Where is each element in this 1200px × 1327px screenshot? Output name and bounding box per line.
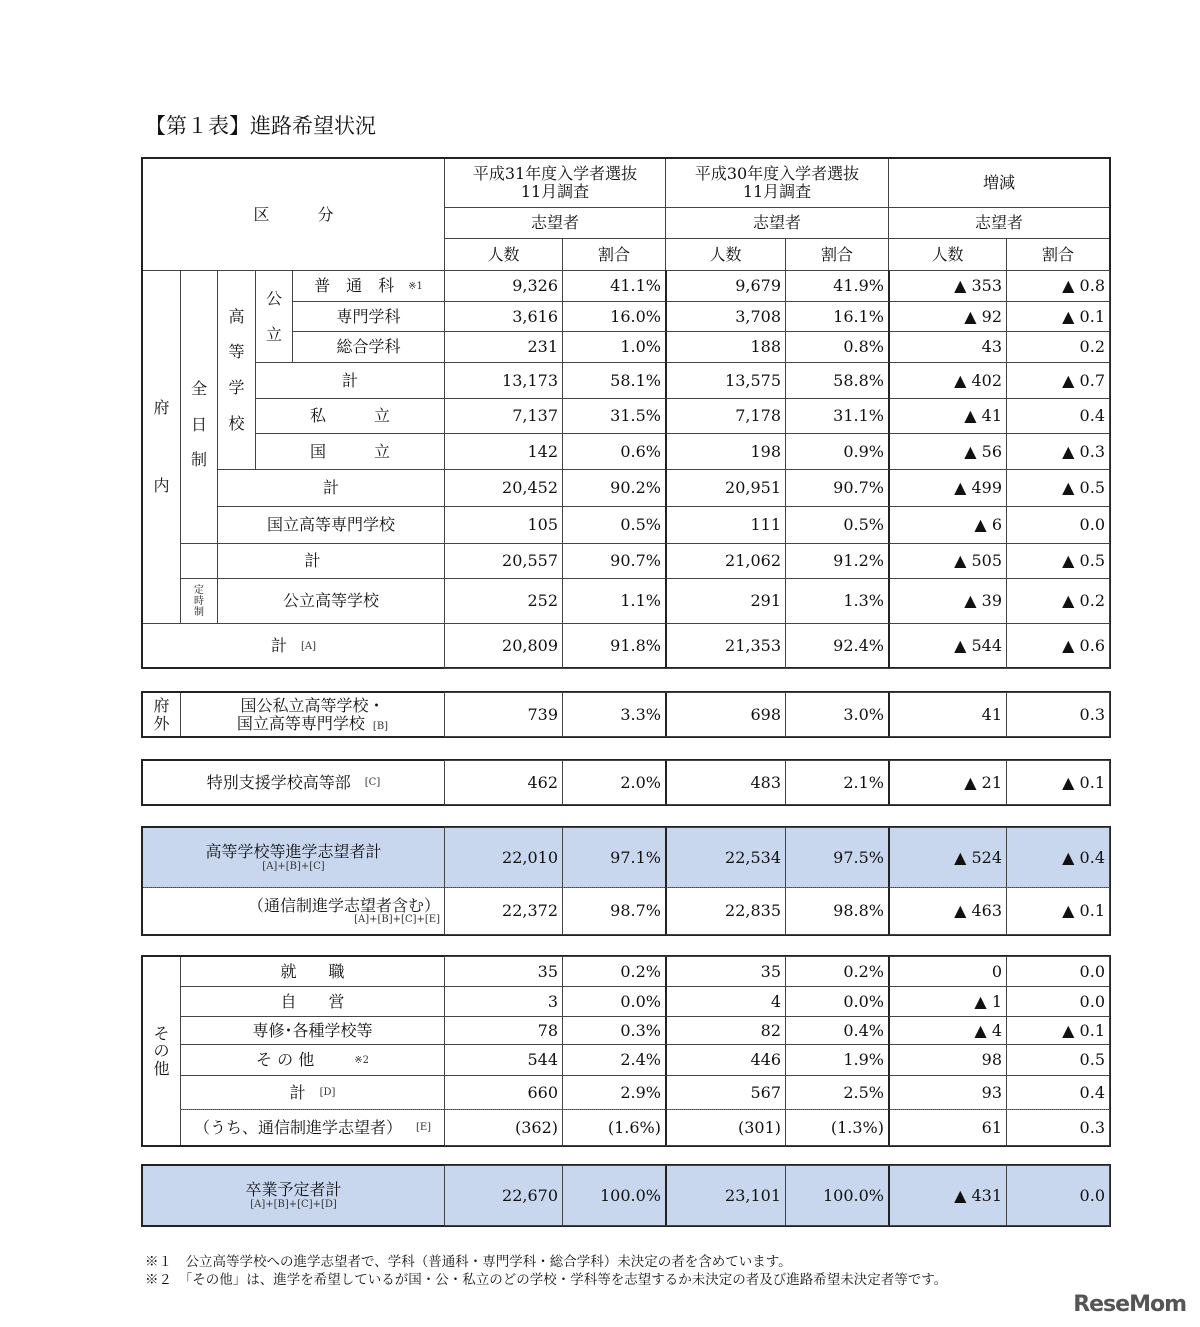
header-h30 xyxy=(665,158,889,208)
label-koritsu-2: 立 xyxy=(265,324,282,344)
value-cell: 90.7% xyxy=(785,469,889,507)
value-cell: 41 xyxy=(888,692,1007,737)
value-cell: 35 xyxy=(444,956,563,987)
label-shushoku: 就 職 xyxy=(180,956,445,987)
value-cell: 142 xyxy=(444,433,563,470)
value-cell: 0.8% xyxy=(785,331,889,363)
header-wariai-2: 割合 xyxy=(785,238,889,271)
label-uchi-text: （うち、通信制進学志望者） xyxy=(193,1117,402,1137)
label-kei-a-text: 計 xyxy=(270,636,287,656)
value-cell: ▲ 0.1 xyxy=(1006,1016,1110,1045)
label-kei-koto: 計 xyxy=(217,469,445,507)
label-fugai xyxy=(142,692,181,737)
label-fugai-2: 外 xyxy=(153,713,170,733)
value-cell: ▲ 92 xyxy=(888,301,1007,332)
header-shibosha-1: 志望者 xyxy=(444,207,666,239)
label-uchi xyxy=(180,1109,445,1146)
value-cell: 90.2% xyxy=(562,469,666,507)
label-koritsu-1: 公 xyxy=(265,288,282,308)
value-cell: 97.5% xyxy=(785,827,889,888)
value-cell: ▲ 0.7 xyxy=(1006,362,1110,399)
label-teiji-2: 時 xyxy=(194,595,204,607)
label-koritsu xyxy=(255,270,293,363)
mark-d: [D] xyxy=(319,1087,336,1098)
value-cell: 1.0% xyxy=(562,331,666,363)
value-cell: (1.3%) xyxy=(785,1109,889,1146)
label-fugai-line1: 国公私立高等学校・ xyxy=(240,695,385,715)
value-cell: 16.0% xyxy=(562,301,666,332)
value-cell: 41.9% xyxy=(785,270,889,302)
label-koto xyxy=(217,270,256,470)
value-cell: ▲ 544 xyxy=(888,623,1007,669)
header-ninzu-3: 人数 xyxy=(888,238,1007,271)
value-cell: 188 xyxy=(665,331,786,363)
value-cell: ▲ 0.8 xyxy=(1006,270,1110,302)
value-cell: 0.5% xyxy=(785,506,889,544)
table-title: 【第１表】進路希望状況 xyxy=(145,114,376,138)
value-cell: 23,101 xyxy=(665,1165,786,1226)
label-senmon: 専門学科 xyxy=(292,301,445,332)
value-cell: 0.2% xyxy=(562,956,666,987)
value-cell: 78 xyxy=(444,1016,563,1045)
value-cell: 91.8% xyxy=(562,623,666,669)
label-fugai-1: 府 xyxy=(153,695,170,715)
note-mark-1: ※1 xyxy=(408,280,423,292)
value-cell: 61 xyxy=(888,1109,1007,1146)
value-cell: 2.1% xyxy=(785,760,889,805)
value-cell: 16.1% xyxy=(785,301,889,332)
value-cell: 97.1% xyxy=(562,827,666,888)
value-cell: 1.9% xyxy=(785,1044,889,1076)
value-cell: 462 xyxy=(444,760,563,805)
value-cell: 739 xyxy=(444,692,563,737)
label-kei-zennichi: 計 xyxy=(180,543,445,579)
value-cell: 1.1% xyxy=(562,578,666,624)
label-kei-a xyxy=(142,623,445,669)
label-zennichi-2: 日 xyxy=(190,414,207,434)
value-cell: 0.0 xyxy=(1006,1165,1110,1226)
value-cell: ▲ 499 xyxy=(888,469,1007,507)
value-cell: 483 xyxy=(665,760,786,805)
label-sotsugyo-text: 卒業予定者計 xyxy=(245,1180,342,1200)
value-cell: (301) xyxy=(665,1109,786,1146)
value-cell: 0.3 xyxy=(1006,692,1110,737)
value-cell: 22,534 xyxy=(665,827,786,888)
value-cell: ▲ 402 xyxy=(888,362,1007,399)
header-wariai-3: 割合 xyxy=(1006,238,1110,271)
value-cell: 0.6% xyxy=(562,433,666,470)
value-cell: ▲ 353 xyxy=(888,270,1007,302)
value-cell: 0 xyxy=(888,956,1007,987)
label-tsushin-formula: [A]+[B]+[C]+[E] xyxy=(354,914,440,926)
value-cell: ▲ 0.4 xyxy=(1006,827,1110,888)
value-cell: 2.4% xyxy=(562,1044,666,1076)
header-h31-line1: 平成31年度入学者選抜 xyxy=(472,164,638,184)
header-shibosha-3: 志望者 xyxy=(888,207,1110,239)
header-change: 増減 xyxy=(888,158,1110,208)
label-funai-2: 内 xyxy=(153,476,170,495)
value-cell: 2.5% xyxy=(785,1075,889,1110)
value-cell: (362) xyxy=(444,1109,563,1146)
value-cell: 3 xyxy=(444,986,563,1017)
note-mark-2: ※2 xyxy=(354,1054,369,1066)
mark-a: [A] xyxy=(300,640,317,652)
value-cell: 7,178 xyxy=(665,398,786,434)
value-cell: 90.7% xyxy=(562,543,666,579)
value-cell: 3.3% xyxy=(562,692,666,737)
value-cell: ▲ 0.1 xyxy=(1006,301,1110,332)
label-tsushin xyxy=(142,887,445,935)
label-kei-d xyxy=(180,1075,445,1110)
label-shingaku xyxy=(142,827,445,888)
value-cell: 1.3% xyxy=(785,578,889,624)
value-cell: 41.1% xyxy=(562,270,666,302)
value-cell: ▲ 431 xyxy=(888,1165,1007,1226)
label-kokuritsu: 国 立 xyxy=(255,433,445,470)
value-cell: 22,670 xyxy=(444,1165,563,1226)
value-cell: 13,173 xyxy=(444,362,563,399)
label-funai-1: 府 xyxy=(153,398,170,418)
value-cell: 446 xyxy=(665,1044,786,1076)
value-cell: ▲ 0.2 xyxy=(1006,578,1110,624)
label-kosen: 国立高等専門学校 xyxy=(217,506,445,544)
mark-c: [C] xyxy=(364,777,381,788)
value-cell: 13,575 xyxy=(665,362,786,399)
value-cell: 0.9% xyxy=(785,433,889,470)
value-cell: ▲ 39 xyxy=(888,578,1007,624)
value-cell: 198 xyxy=(665,433,786,470)
value-cell: 0.5 xyxy=(1006,1044,1110,1076)
mark-e: [E] xyxy=(415,1122,432,1133)
value-cell: ▲ 524 xyxy=(888,827,1007,888)
value-cell: 544 xyxy=(444,1044,563,1076)
value-cell: ▲ 0.3 xyxy=(1006,433,1110,470)
value-cell: 20,557 xyxy=(444,543,563,579)
value-cell: 0.0 xyxy=(1006,986,1110,1017)
value-cell: 7,137 xyxy=(444,398,563,434)
label-teiji-3: 制 xyxy=(194,606,204,618)
label-sonota-2: の xyxy=(153,1041,170,1061)
value-cell: 2.9% xyxy=(562,1075,666,1110)
value-cell: 0.0% xyxy=(785,986,889,1017)
label-sonota-text: そ の 他 xyxy=(256,1050,315,1070)
value-cell: 43 xyxy=(888,331,1007,363)
label-sogo: 総合学科 xyxy=(292,331,445,363)
label-zennichi xyxy=(180,270,218,579)
value-cell: ▲ 0.1 xyxy=(1006,887,1110,935)
value-cell: 0.2 xyxy=(1006,331,1110,363)
label-tokubetsu xyxy=(142,760,445,805)
value-cell: 0.0 xyxy=(1006,956,1110,987)
label-senshu: 専修･各種学校等 xyxy=(180,1016,445,1045)
label-sotsugyo xyxy=(142,1165,445,1226)
header-ninzu-1: 人数 xyxy=(444,238,563,271)
header-shibosha-2: 志望者 xyxy=(665,207,889,239)
header-h30-line1: 平成30年度入学者選抜 xyxy=(694,164,860,184)
value-cell: 31.5% xyxy=(562,398,666,434)
label-zennichi-1: 全 xyxy=(190,379,207,399)
footnote-2: ※２ 「その他」は、進学を希望しているが国・公・私立のどの学校・学科等を志望するか未決定の者及び進路希望未決定者等です。 xyxy=(145,1272,948,1288)
value-cell: 0.2% xyxy=(785,956,889,987)
value-cell: 20,809 xyxy=(444,623,563,669)
label-shingaku-formula: [A]+[B]+[C] xyxy=(262,860,325,872)
value-cell: 35 xyxy=(665,956,786,987)
value-cell: 100.0% xyxy=(785,1165,889,1226)
label-koritsu-koko: 公立高等学校 xyxy=(217,578,445,624)
header-kubun: 区 分 xyxy=(142,158,445,271)
value-cell: 93 xyxy=(888,1075,1007,1110)
value-cell: 0.4 xyxy=(1006,398,1110,434)
value-cell: 21,062 xyxy=(665,543,786,579)
value-cell: 567 xyxy=(665,1075,786,1110)
label-futsu-text: 普 通 科 xyxy=(314,276,395,296)
value-cell: 9,326 xyxy=(444,270,563,302)
value-cell: ▲ 56 xyxy=(888,433,1007,470)
value-cell: 22,372 xyxy=(444,887,563,935)
header-wariai-1: 割合 xyxy=(562,238,666,271)
label-fugai-line2-text: 国立高等専門学校 xyxy=(236,713,365,733)
value-cell: ▲ 463 xyxy=(888,887,1007,935)
value-cell: ▲ 21 xyxy=(888,760,1007,805)
value-cell: ▲ 41 xyxy=(888,398,1007,434)
value-cell: 3,616 xyxy=(444,301,563,332)
value-cell: 98.8% xyxy=(785,887,889,935)
value-cell: ▲ 505 xyxy=(888,543,1007,579)
value-cell: 0.4% xyxy=(785,1016,889,1045)
value-cell: 4 xyxy=(665,986,786,1017)
value-cell: 98 xyxy=(888,1044,1007,1076)
value-cell: 100.0% xyxy=(562,1165,666,1226)
header-h30-line2: 11月調査 xyxy=(742,182,812,201)
header-h31 xyxy=(444,158,666,208)
footnote-1: ※１ 公立高等学校への進学志望者で、学科（普通科・専門学科・総合学科）未決定の者を含めています。 xyxy=(145,1254,792,1270)
value-cell: 0.4 xyxy=(1006,1075,1110,1110)
value-cell: ▲ 0.5 xyxy=(1006,469,1110,507)
label-shiritsu: 私 立 xyxy=(255,398,445,434)
label-sonota-3: 他 xyxy=(153,1058,170,1078)
value-cell: 20,452 xyxy=(444,469,563,507)
label-kei-koritsu: 計 xyxy=(255,362,445,399)
value-cell: 31.1% xyxy=(785,398,889,434)
label-tsushin-text: （通信制進学志望者含む） xyxy=(247,895,440,915)
value-cell: 291 xyxy=(665,578,786,624)
label-koto-2: 等 xyxy=(228,342,245,362)
value-cell: 0.3% xyxy=(562,1016,666,1045)
value-cell: 0.0% xyxy=(562,986,666,1017)
label-koto-4: 校 xyxy=(228,413,245,433)
value-cell: 22,835 xyxy=(665,887,786,935)
mark-b: [B] xyxy=(372,720,389,732)
value-cell: 3.0% xyxy=(785,692,889,737)
label-futsu xyxy=(292,270,445,302)
value-cell: 22,010 xyxy=(444,827,563,888)
value-cell: ▲ 0.1 xyxy=(1006,760,1110,805)
label-shingaku-text: 高等学校等進学志望者計 xyxy=(205,842,382,862)
value-cell: ▲ 0.5 xyxy=(1006,543,1110,579)
value-cell: ▲ 4 xyxy=(888,1016,1007,1045)
label-kei-d-text: 計 xyxy=(289,1082,306,1102)
label-fugai-schools xyxy=(180,692,445,737)
label-zennichi-3: 制 xyxy=(190,450,207,470)
label-tokubetsu-text: 特別支援学校高等部 xyxy=(206,772,351,792)
value-cell: 2.0% xyxy=(562,760,666,805)
header-ninzu-2: 人数 xyxy=(665,238,786,271)
label-sonota xyxy=(180,1044,445,1076)
value-cell: 231 xyxy=(444,331,563,363)
value-cell: 0.3 xyxy=(1006,1109,1110,1146)
value-cell: 105 xyxy=(444,506,563,544)
label-teiji xyxy=(180,578,218,624)
label-koto-1: 高 xyxy=(228,306,245,326)
value-cell: ▲ 1 xyxy=(888,986,1007,1017)
value-cell: 20,951 xyxy=(665,469,786,507)
label-sotsugyo-formula: [A]+[B]+[C]+[D] xyxy=(250,1198,337,1210)
value-cell: 698 xyxy=(665,692,786,737)
value-cell: 98.7% xyxy=(562,887,666,935)
value-cell: ▲ 0.6 xyxy=(1006,623,1110,669)
value-cell: 660 xyxy=(444,1075,563,1110)
value-cell: 3,708 xyxy=(665,301,786,332)
label-sonota-group xyxy=(142,956,181,1146)
value-cell: 111 xyxy=(665,506,786,544)
value-cell: 252 xyxy=(444,578,563,624)
label-funai xyxy=(142,270,181,624)
value-cell: 9,679 xyxy=(665,270,786,302)
value-cell: (1.6%) xyxy=(562,1109,666,1146)
value-cell: 82 xyxy=(665,1016,786,1045)
label-teiji-1: 定 xyxy=(194,584,204,596)
header-h31-line2: 11月調査 xyxy=(520,182,590,201)
value-cell: 58.1% xyxy=(562,362,666,399)
value-cell: 58.8% xyxy=(785,362,889,399)
label-jiei: 自 営 xyxy=(180,986,445,1017)
value-cell: 91.2% xyxy=(785,543,889,579)
value-cell: ▲ 6 xyxy=(888,506,1007,544)
label-sonota-1: そ xyxy=(153,1023,170,1043)
value-cell: 0.5% xyxy=(562,506,666,544)
label-koto-3: 学 xyxy=(228,378,245,397)
value-cell: 92.4% xyxy=(785,623,889,669)
label-fugai-line2 xyxy=(237,715,388,733)
value-cell: 0.0 xyxy=(1006,506,1110,544)
value-cell: 21,353 xyxy=(665,623,786,669)
resemom-logo: ReseMom xyxy=(1073,1292,1186,1317)
